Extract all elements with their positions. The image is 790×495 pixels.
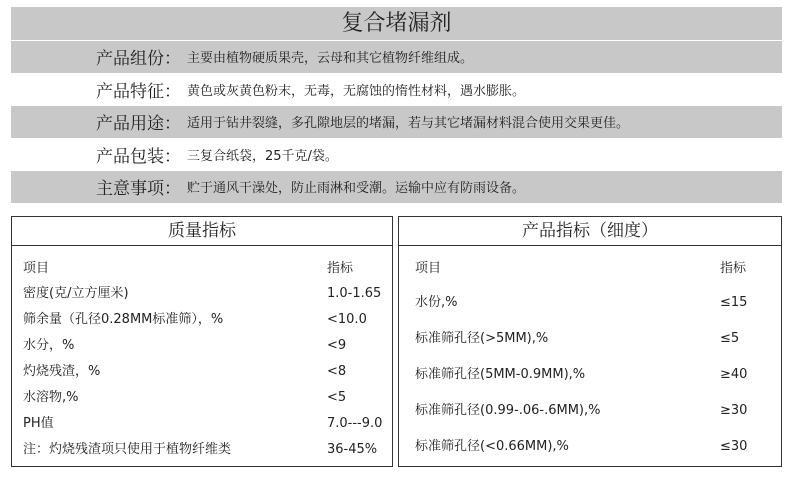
table-row xyxy=(12,438,392,462)
table-row xyxy=(399,435,781,459)
quality-table-heading: 质量指标 xyxy=(12,217,392,246)
info-row-composition xyxy=(11,41,782,73)
info-label: 产品用途： xyxy=(96,114,181,135)
info-label: 产品特征： xyxy=(96,81,181,102)
table-row xyxy=(12,308,392,332)
table-row xyxy=(399,399,781,423)
row-item: 标准筛孔径(0.99-.06-.6MM),% xyxy=(415,403,601,418)
table-row xyxy=(12,334,392,358)
row-item: 筛余量（孔径0.28MM标准筛），% xyxy=(23,312,224,327)
row-item: 标准筛孔径(5MM-0.9MM),% xyxy=(415,367,586,382)
row-value: ≤15 xyxy=(720,295,748,310)
quality-col-item: 项目 xyxy=(23,261,50,276)
row-item: 水份,% xyxy=(415,295,458,310)
table-row xyxy=(399,291,781,315)
table-row xyxy=(399,327,781,351)
row-value: <5 xyxy=(327,390,347,405)
page-title: 复合堵漏剂 xyxy=(11,7,782,40)
quality-header-row xyxy=(12,257,392,281)
row-value: <8 xyxy=(327,364,347,379)
info-value: 贮于通风干澡处，防止雨淋和受潮。运输中应有防雨设备。 xyxy=(187,181,526,197)
row-value: 1.0-1.65 xyxy=(327,286,382,301)
quality-index-table xyxy=(11,216,393,467)
row-value: ≤5 xyxy=(720,331,740,346)
row-value: ≥30 xyxy=(720,403,748,418)
quality-col-index: 指标 xyxy=(327,261,354,276)
info-row-usage xyxy=(11,106,782,138)
info-row-features xyxy=(11,74,782,106)
fineness-table-heading: 产品指标（细度） xyxy=(399,217,781,246)
info-value: 主要由植物硬质果壳，云母和其它植物纤维组成。 xyxy=(187,51,474,67)
row-item: 注：灼烧残渣项只使用于植物纤维类 xyxy=(23,442,232,457)
info-label: 产品包装： xyxy=(96,146,181,167)
row-item: 水分，% xyxy=(23,338,75,353)
row-item: 灼烧残渣，% xyxy=(23,364,101,379)
row-value: <9 xyxy=(327,338,347,353)
table-row xyxy=(12,360,392,384)
table-row xyxy=(12,412,392,436)
table-row xyxy=(12,282,392,306)
info-label: 主意事项： xyxy=(96,179,181,200)
info-value: 三复合纸袋，25千克/袋。 xyxy=(187,148,338,164)
row-value: ≤30 xyxy=(720,439,748,454)
row-item: 标准筛孔径(<0.66MM),% xyxy=(415,439,569,454)
row-value: <10.0 xyxy=(327,312,367,327)
fineness-col-index: 指标 xyxy=(720,261,747,276)
row-value: 36-45% xyxy=(327,442,378,457)
table-row xyxy=(12,386,392,410)
info-value: 适用于钻井裂缝，多孔隙地层的堵漏，若与其它堵漏材料混合使用交果更佳。 xyxy=(187,116,630,132)
row-value: ≥40 xyxy=(720,367,748,382)
fineness-index-table xyxy=(398,216,782,467)
product-info-section xyxy=(11,7,782,203)
info-value: 黄色或灰黄色粉末，无毒，无腐蚀的惰性材料，遇水膨胀。 xyxy=(187,83,526,99)
info-label: 产品组份： xyxy=(96,49,181,70)
row-item: 标准筛孔径(>5MM),% xyxy=(415,331,549,346)
row-item: 密度(克/立方厘米) xyxy=(23,286,129,301)
fineness-header-row xyxy=(399,257,781,281)
table-row xyxy=(399,363,781,387)
row-value: 7.0---9.0 xyxy=(327,416,383,431)
row-item: PH值 xyxy=(23,416,54,431)
fineness-col-item: 项目 xyxy=(415,261,442,276)
info-row-packaging xyxy=(11,139,782,171)
info-row-notes xyxy=(11,171,782,203)
row-item: 水溶物,% xyxy=(23,390,79,405)
